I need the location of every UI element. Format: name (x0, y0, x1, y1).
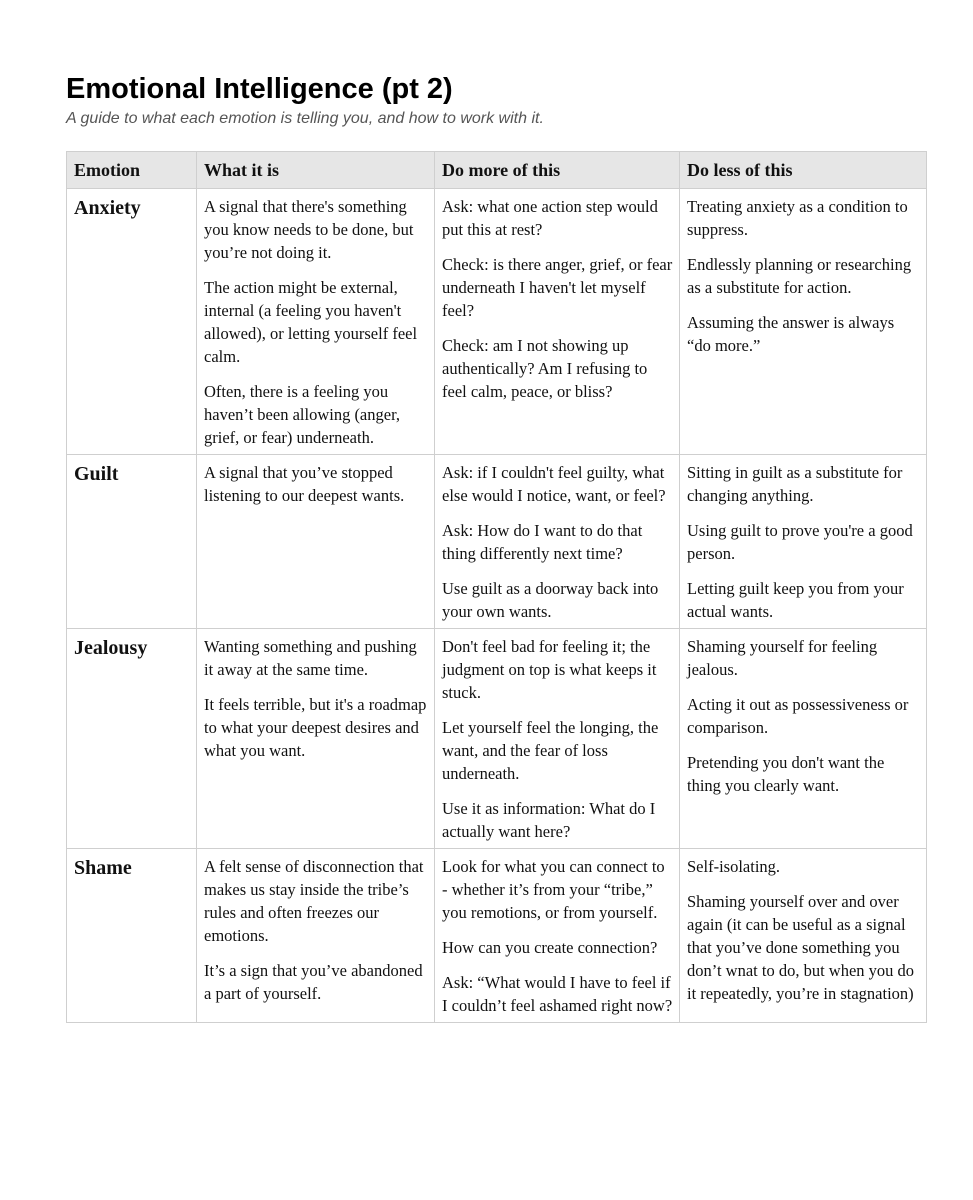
cell-paragraph: Pretending you don't want the thing you clearly want. (687, 753, 885, 795)
emotion-name: Anxiety (67, 189, 197, 455)
cell-paragraph: Shaming yourself for feeling jealous. (687, 637, 878, 679)
page-title: Emotional Intelligence (pt 2) (66, 73, 453, 105)
table-row (67, 849, 927, 1023)
do-more-cell (435, 455, 680, 629)
cell-paragraph: Self-isolating. (687, 857, 781, 876)
cell-paragraph: Ask: How do I want to do that thing differently next time? (442, 521, 643, 563)
do-more-cell (435, 629, 680, 849)
cell-paragraph: A felt sense of disconnection that makes us stay inside the tribe’s rules and often freezes our emotions. (204, 857, 424, 945)
cell-paragraph: Use guilt as a doorway back into your own wants. (442, 579, 659, 621)
cell-paragraph: A signal that you’ve stopped listening to our deepest wants. (204, 463, 405, 505)
cell-paragraph: Assuming the answer is always “do more.” (687, 313, 895, 355)
cell-paragraph: Endlessly planning or researching as a substitute for action. (687, 255, 912, 297)
cell-paragraph: Treating anxiety as a condition to suppress. (687, 197, 908, 239)
do-more-cell (435, 849, 680, 1023)
do-less-cell (680, 189, 927, 455)
table-header-row (67, 152, 927, 189)
cell-paragraph: Letting guilt keep you from your actual wants. (687, 579, 904, 621)
header-do-less: Do less of this (680, 152, 927, 189)
cell-paragraph: Wanting something and pushing it away at the same time. (204, 637, 417, 679)
table-body (67, 189, 927, 1023)
cell-paragraph: Use it as information: What do I actually want here? (442, 799, 656, 841)
header-emotion: Emotion (67, 152, 197, 189)
emotions-table (66, 151, 927, 1023)
table-row (67, 455, 927, 629)
cell-paragraph: Often, there is a feeling you haven’t been allowing (anger, grief, or fear) underneath. (204, 382, 401, 447)
cell-paragraph: It’s a sign that you’ve abandoned a part of yourself. (204, 961, 423, 1003)
cell-paragraph: The action might be external, internal (a feeling you haven't allowed), or letting yourself feel calm. (204, 278, 418, 366)
cell-paragraph: Using guilt to prove you're a good person. (687, 521, 913, 563)
do-less-cell (680, 455, 927, 629)
what-it-is-cell (197, 189, 435, 455)
cell-paragraph: Check: is there anger, grief, or fear underneath I haven't let myself feel? (442, 255, 673, 320)
emotion-name: Jealousy (67, 629, 197, 849)
cell-paragraph: Ask: “What would I have to feel if I couldn’t feel ashamed right now? (442, 973, 673, 1015)
header-do-more: Do more of this (435, 152, 680, 189)
what-it-is-cell (197, 849, 435, 1023)
do-less-cell (680, 629, 927, 849)
cell-paragraph: Ask: what one action step would put this at rest? (442, 197, 658, 239)
page-subtitle: A guide to what each emotion is telling you, and how to work with it. (66, 110, 544, 127)
cell-paragraph: Shaming yourself over and over again (it can be useful as a signal that you’ve done something you don’t wnat to do, but when you do it repeatedly, you’re in stagnation) (687, 892, 915, 1003)
do-more-cell (435, 189, 680, 455)
table-row (67, 629, 927, 849)
cell-paragraph: Look for what you can connect to - whether it’s from your “tribe,” you remotions, or from yourself. (442, 857, 665, 922)
do-less-cell (680, 849, 927, 1023)
header-what-it-is: What it is (197, 152, 435, 189)
emotion-name: Shame (67, 849, 197, 1023)
cell-paragraph: Don't feel bad for feeling it; the judgment on top is what keeps it stuck. (442, 637, 657, 702)
what-it-is-cell (197, 629, 435, 849)
cell-paragraph: Ask: if I couldn't feel guilty, what else would I notice, want, or feel? (442, 463, 666, 505)
cell-paragraph: It feels terrible, but it's a roadmap to what your deepest desires and what you want. (204, 695, 427, 760)
cell-paragraph: A signal that there's something you know needs to be done, but you’re not doing it. (204, 197, 414, 262)
what-it-is-cell (197, 455, 435, 629)
cell-paragraph: Acting it out as possessiveness or comparison. (687, 695, 909, 737)
cell-paragraph: Sitting in guilt as a substitute for changing anything. (687, 463, 903, 505)
cell-paragraph: How can you create connection? (442, 938, 658, 957)
emotion-name: Guilt (67, 455, 197, 629)
table-row (67, 189, 927, 455)
cell-paragraph: Check: am I not showing up authentically? Am I refusing to feel calm, peace, or bliss? (442, 336, 648, 401)
cell-paragraph: Let yourself feel the longing, the want, and the fear of loss underneath. (442, 718, 659, 783)
